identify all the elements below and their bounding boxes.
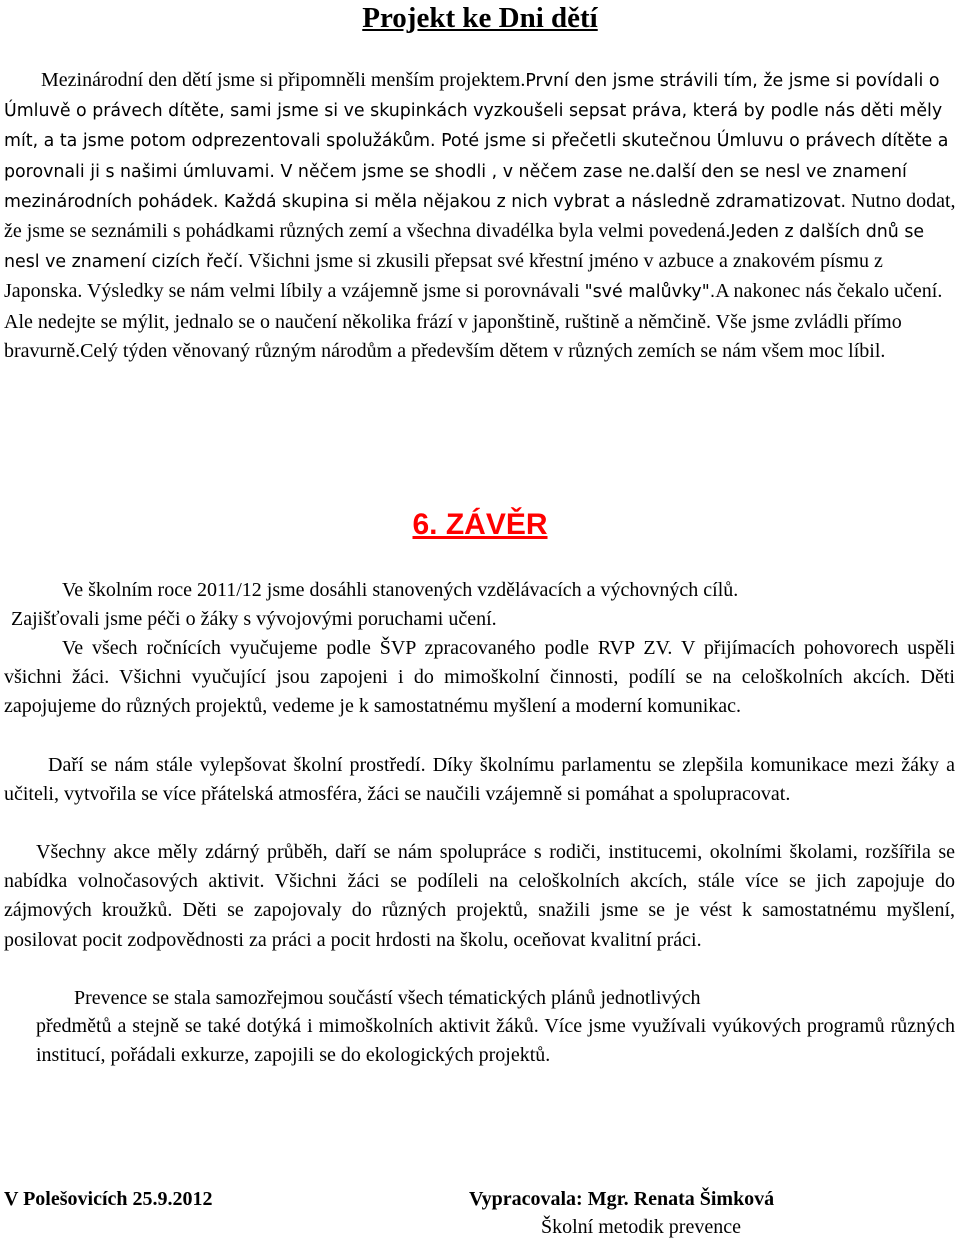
project-paragraph <box>4 66 956 366</box>
project-text-2: První den jsme strávili tím, že jsme si povídali o Úmluvě o právech dítěte, sami jsme si ve skupinkách vyzkoušeli sepsat práva, která by podle nás děti měly mít, a ta jsme potom odprezentovali spolužákům. Poté jsme si přečetli skutečnou Úmluvu o právech dítěte a porovnali ji s našimi úmluvami. V něčem jsme se shodli , v něčem zase ne. <box>4 71 949 182</box>
conclusion-paragraph-6-first: Prevence se stala samozřejmou součástí všech tématických plánů jednotlivých <box>74 987 701 1009</box>
project-text-7: "své malůvky". <box>584 282 716 303</box>
conclusion-paragraph-3: Ve všech ročnících vyučujeme podle ŠVP zpracovaného podle RVP ZV. V přijímacích pohovorech uspěli všichni žáci. Všichni vyučující jsou zapojeni i do mimoškolní činnosti, podílí se na celoškolních akcích. Děti zapojujeme do různých projektů, vedeme je k samostatnému myšlení a moderní komunikac. <box>4 637 955 718</box>
project-text-5: Jeden z dalších dnů se nesl ve znamení cizích řečí. <box>4 222 925 273</box>
project-text-8: A nakonec nás čekalo učení. Ale nedejte se mýlit, jednalo se o naučení několika frází v japonštině, ruštině a němčině. Vše jsme zvládli přímo bravurně.Celý týden věnovaný různým národům a především dětem v různých zemích se nám všem moc líbil. <box>4 280 943 362</box>
footer-author: Vypracovala: Mgr. Renata Šimková <box>469 1188 775 1210</box>
conclusion-heading: 6. ZÁVĚR <box>412 508 548 541</box>
page-title: Projekt ke Dni dětí <box>362 2 598 34</box>
project-text-6: Všichni jsme si zkusili přepsat své křestní jméno v azbuce a znakovém písmu z Japonska. Výsledky se nám velmi líbily a vzájemně jsme si porovnávali <box>4 250 883 303</box>
footer-role: Školní metodik prevence <box>541 1216 741 1238</box>
conclusion-paragraph-4: Daří se nám stále vylepšovat školní prostředí. Díky školnímu parlamentu se zlepšila komunikace mezi žáky a učiteli, vytvořila se více přátelská atmosféra, žáci se naučili vzájemně si pomáhat a spolupracovat. <box>4 754 955 806</box>
conclusion-paragraph-5: Všechny akce měly zdárný průběh, daří se nám spolupráce s rodiči, institucemi, okolními školami, rozšířila se nabídka volnočasových aktivit. Všichni žáci se podíleli na celoškolních akcích, stále více se jich zapojuje do zájmových kroužků. Děti se zapojovaly do různých projektů, snažili jsme se je vést k samostatnému myšlení, posilovat pocit zodpovědnosti za práci a pocit hrdosti na školu, oceňovat kvalitní práci. <box>4 841 955 951</box>
project-text-4: Nutno dodat, že jsme se seznámili s pohádkami různých zemí a všechna divadélka byla velmi povedená. <box>4 189 956 243</box>
conclusion-line-1: Ve školním roce 2011/12 jsme dosáhli stanovených vzdělávacích a výchovných cílů. <box>62 579 739 601</box>
project-text-3: další den se nesl ve znamení mezinárodních pohádek. Každá skupina si měla nějakou z nich vybrat a následně zdramatizovat. <box>4 161 907 212</box>
conclusion-line-2: Zajišťovali jsme péči o žáky s vývojovými poruchami učení. <box>11 608 497 630</box>
conclusion-paragraph-6-rest: předmětů a stejně se také dotýká i mimoškolních aktivit žáků. Více jsme využívali vyúkových programů různých institucí, pořádali exkurze, zapojili se do ekologických projektů. <box>36 1015 955 1067</box>
footer-place-date: V Polešovicích 25.9.2012 <box>4 1188 213 1210</box>
project-text-1: Mezinárodní den dětí jsme si připomněli menším projektem. <box>41 69 526 91</box>
